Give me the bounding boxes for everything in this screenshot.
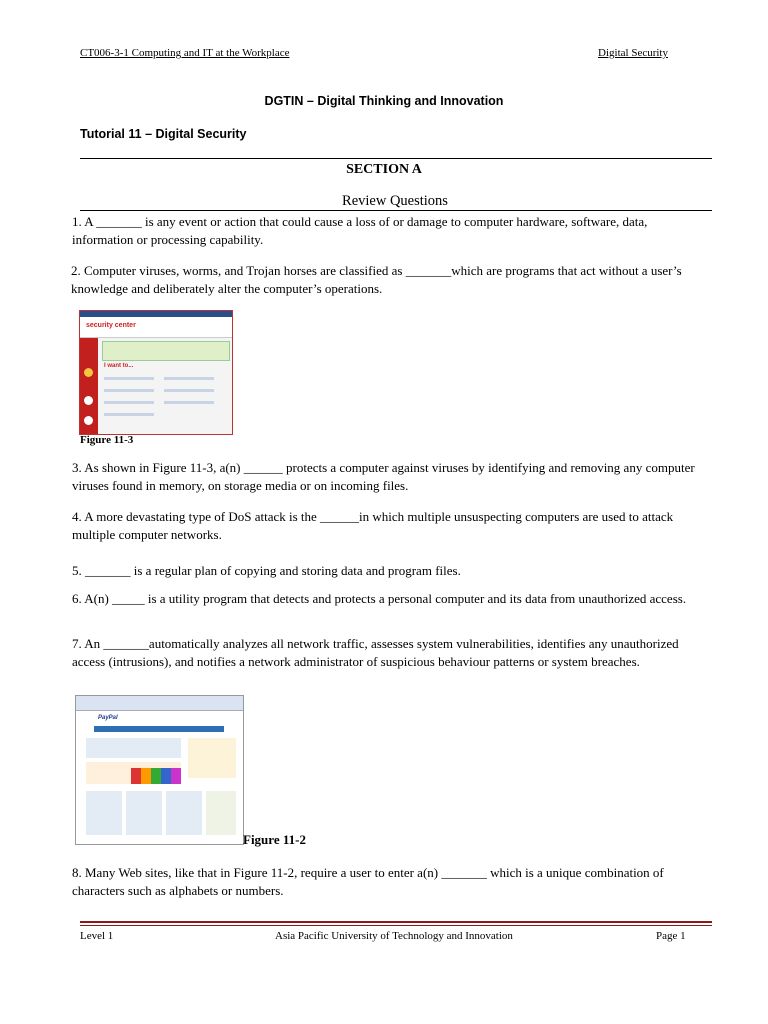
review-questions-heading: Review Questions — [342, 193, 448, 209]
tutorial-heading: Tutorial 11 – Digital Security — [80, 127, 247, 141]
divider — [80, 210, 712, 211]
security-center-logo: security center — [86, 322, 136, 329]
document-title: DGTIN – Digital Thinking and Innovation — [264, 94, 504, 108]
header-topic: Digital Security — [598, 47, 668, 59]
footer-level: Level 1 — [80, 930, 114, 942]
question-3: 3. As shown in Figure 11-3, a(n) ______ protects a computer against viruses by identifying and removing any computer viruses found in memory, on storage media or on incoming files. — [72, 460, 695, 493]
header-course: CT006-3-1 Computing and IT at the Workplace — [80, 47, 290, 59]
question-4: 4. A more devastating type of DoS attack is the ______in which multiple unsuspecting computers are used to attack multiple computer networks. — [72, 509, 674, 542]
figure-11-2-image — [75, 695, 244, 845]
footer-rule-thin — [80, 925, 712, 926]
question-5: 5. _______ is a regular plan of copying and storing data and program files. — [72, 563, 461, 578]
question-1: 1. A _______ is any event or action that could cause a loss of or damage to computer hardware, software, data, information or processing capability. — [72, 214, 648, 247]
figure-11-2-caption: Figure 11-2 — [243, 832, 306, 847]
question-8: 8. Many Web sites, like that in Figure 11-2, require a user to enter a(n) _______ which is a unique combination of characters such as alphabets or numbers. — [72, 865, 664, 898]
i-want-to-label: I want to... — [104, 363, 134, 369]
footer-institution: Asia Pacific University of Technology and Innovation — [275, 930, 513, 942]
section-heading: SECTION A — [346, 162, 422, 177]
footer-page: Page 1 — [656, 930, 686, 942]
footer-rule — [80, 921, 712, 923]
divider — [80, 158, 712, 159]
question-2: 2. Computer viruses, worms, and Trojan horses are classified as _______which are programs that act without a user’s knowledge and deliberately alter the computer’s operations. — [71, 263, 682, 296]
question-6: 6. A(n) _____ is a utility program that detects and protects a personal computer and its data from unauthorized access. — [72, 591, 687, 606]
figure-11-3-caption: Figure 11-3 — [80, 434, 134, 446]
question-7: 7. An _______automatically analyzes all network traffic, assesses system vulnerabilities, identifies any unauthorized access (intrusions), and notifies a network administrator of suspicious behaviour patterns or system breaches. — [72, 636, 679, 669]
figure-11-3-image — [79, 310, 233, 435]
paypal-logo: PayPal — [98, 715, 118, 721]
